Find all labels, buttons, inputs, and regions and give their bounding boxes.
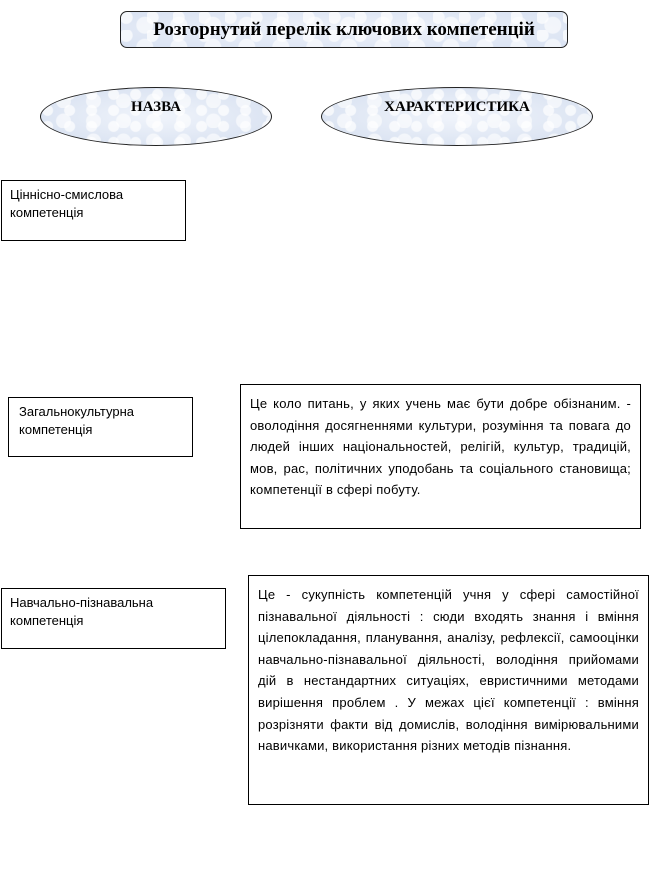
header-name-label: НАЗВА [131, 99, 181, 115]
competency-description-box: Це коло питань, у яких учень має бути добре обізнаним. - оволодіння досягненнями культури, розуміння та повага до людей інших національностей, релігій, культур, традицій, мов, рас, політичних уподобань та соціального становища; компетенції в сфері побуту. [240, 384, 641, 529]
competency-name-box: Ціннісно-смислова компетенція [1, 180, 186, 241]
competency-description-box: Це - сукупність компетенцій учня у сфері самостійної пізнавальної діяльності : сюди входять знання і вміння цілепокладання, планування, аналізу, рефлексії, самооцінки навчально-пізнавальної діяльності, володіння прийомами дій в нестандартних ситуаціях, евристичними методами вирішення проблем . У межах цієї компетенції : вміння розрізняти факти від домислів, володіння вимірювальними навичками, використання різних методів пізнання. [248, 575, 649, 805]
header-characteristic-oval [321, 87, 593, 146]
header-name-oval [40, 87, 272, 146]
competency-name-box: Навчально-пізнавальна компетенція [1, 588, 226, 649]
diagram-title: Розгорнутий перелік ключових компетенцій [153, 19, 535, 40]
header-characteristic-label: ХАРАКТЕРИСТИКА [384, 99, 530, 115]
competency-name-box: Загальнокультурна компетенція [8, 397, 193, 457]
